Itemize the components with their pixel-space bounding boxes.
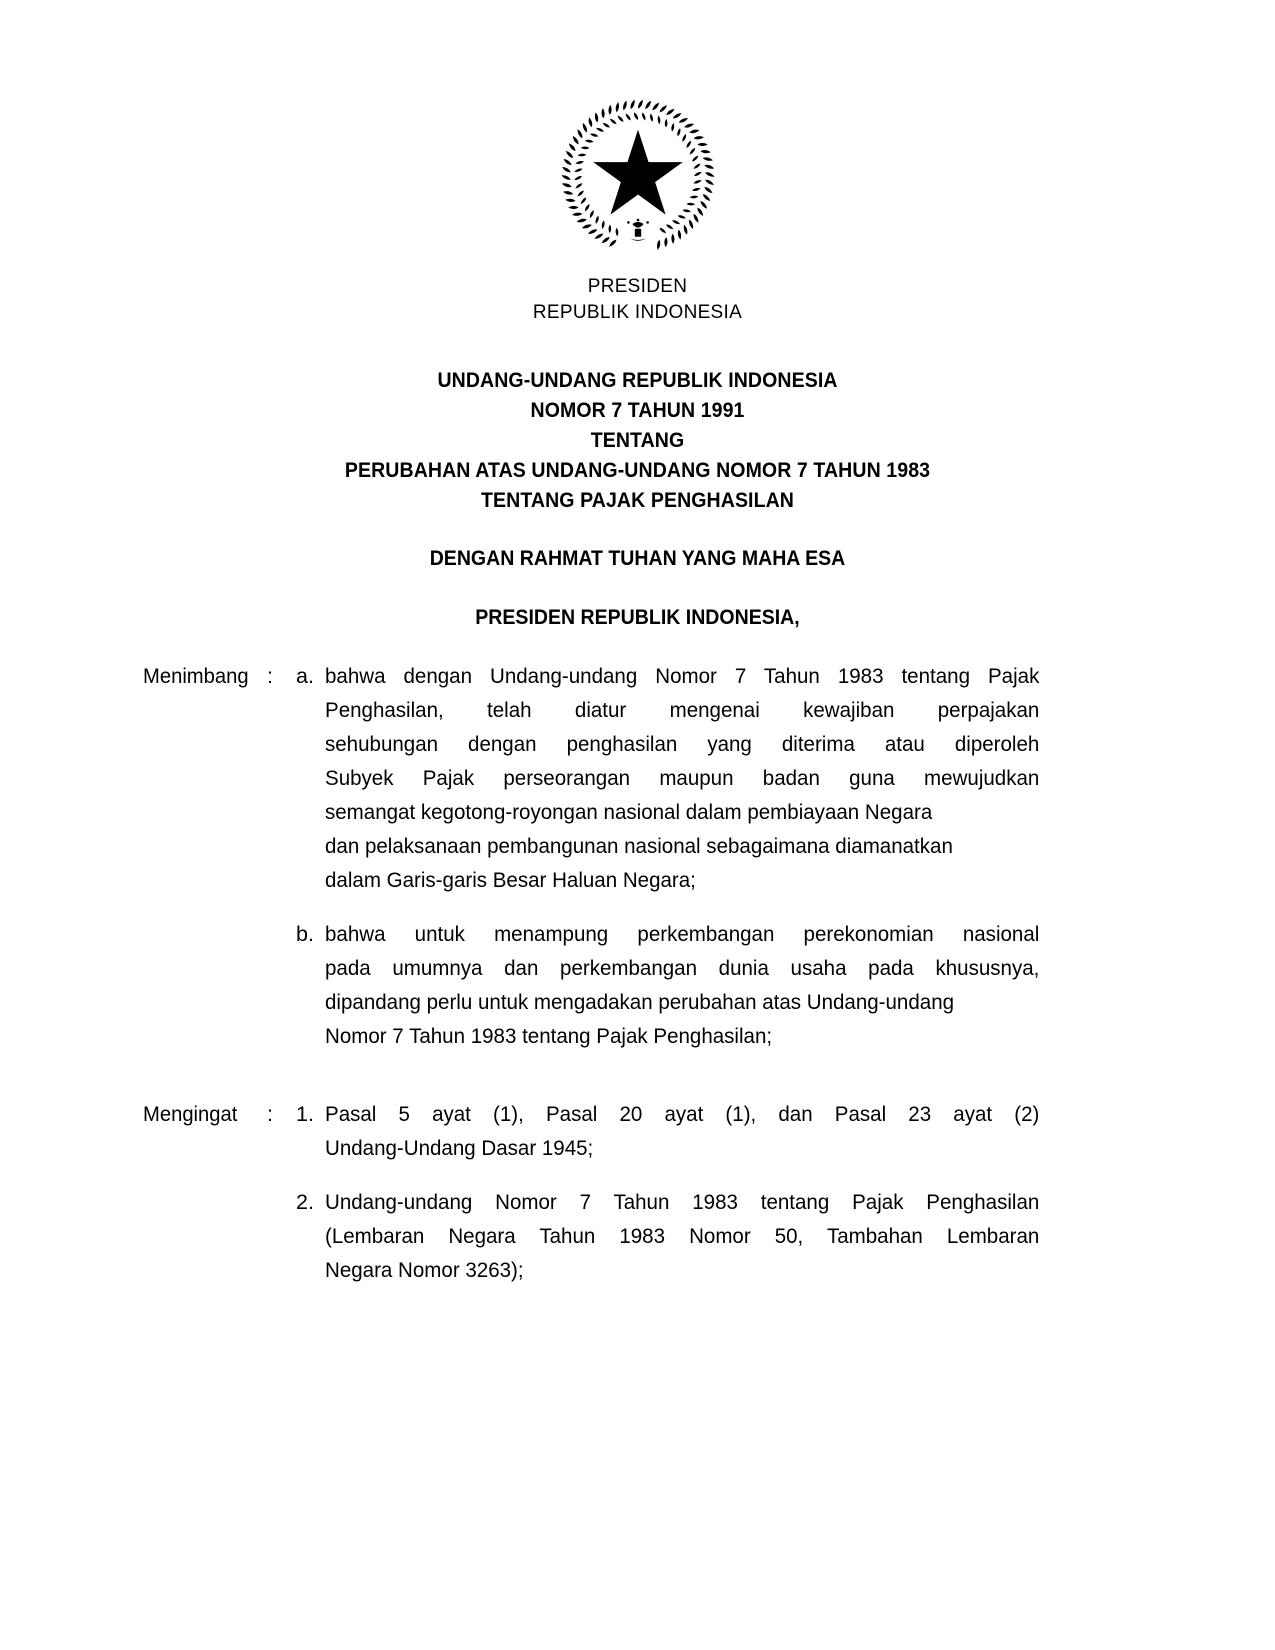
text-line: bahwa dengan Undang-undang Nomor 7 Tahun 1983 tentang Pajak xyxy=(325,664,1040,688)
text-line: Penghasilan, telah diatur mengenai kewajiban perpajakan xyxy=(325,698,1040,722)
presidential-emblem-icon xyxy=(558,96,718,256)
text-line: Subyek Pajak perseorangan maupun badan guna mewujudkan xyxy=(325,766,1040,790)
item-text xyxy=(325,917,1039,1053)
emblem-container xyxy=(0,96,1275,256)
title-line-5: TENTANG PAJAK PENGHASILAN xyxy=(480,489,795,512)
clause-label-mengingat: Mengingat xyxy=(143,1102,238,1126)
ribbon-knot xyxy=(627,219,649,241)
document-title xyxy=(45,366,1231,516)
text-line: Undang-Undang Dasar 1945; xyxy=(325,1136,594,1160)
blessing-line: DENGAN RAHMAT TUHAN YANG MAHA ESA xyxy=(429,547,846,570)
clause-label-menimbang: Menimbang xyxy=(143,664,249,688)
header-line-presiden: PRESIDEN xyxy=(587,276,688,297)
title-line-2: NOMOR 7 TAHUN 1991 xyxy=(530,399,745,422)
item-marker: 2. xyxy=(296,1190,314,1214)
text-line: pada umumnya dan perkembangan dunia usaha pada khususnya, xyxy=(325,956,1040,980)
text-line: (Lembaran Negara Tahun 1983 Nomor 50, Tambahan Lembaran xyxy=(325,1224,1040,1248)
title-line-1: UNDANG-UNDANG REPUBLIK INDONESIA xyxy=(437,369,838,392)
item-marker: b. xyxy=(296,922,314,946)
star-shape xyxy=(593,130,682,215)
title-line-4: PERUBAHAN ATAS UNDANG-UNDANG NOMOR 7 TAHUN 1983 xyxy=(344,459,931,482)
clause-colon-mengingat: : xyxy=(267,1102,273,1126)
text-line: Negara Nomor 3263); xyxy=(325,1258,524,1282)
item-text xyxy=(325,659,1039,897)
clause-colon-menimbang: : xyxy=(267,664,273,688)
text-line: Nomor 7 Tahun 1983 tentang Pajak Penghasilan; xyxy=(325,1024,773,1048)
header-line-republik: REPUBLIK INDONESIA xyxy=(532,302,743,323)
clause-menimbang xyxy=(143,659,1073,1053)
clause-items-mengingat xyxy=(296,1097,1073,1287)
item-gap xyxy=(296,897,1073,917)
list-item xyxy=(296,1097,1073,1165)
item-text xyxy=(325,1185,1039,1287)
authority-line: PRESIDEN REPUBLIK INDONESIA, xyxy=(475,606,800,629)
text-line: dan pelaksanaan pembangunan nasional sebagaimana diamanatkan xyxy=(325,834,953,858)
clause-items-menimbang xyxy=(296,659,1073,1053)
list-item xyxy=(296,659,1073,897)
institution-header xyxy=(0,274,1275,326)
text-line: sehubungan dengan penghasilan yang diterima atau diperoleh xyxy=(325,732,1040,756)
text-line: bahwa untuk menampung perkembangan perekonomian nasional xyxy=(325,922,1040,946)
item-marker: 1. xyxy=(296,1102,314,1126)
text-line: Undang-undang Nomor 7 Tahun 1983 tentang Pajak Penghasilan xyxy=(325,1190,1040,1214)
preamble-body xyxy=(143,659,1073,1287)
text-line: dipandang perlu untuk mengadakan perubahan atas Undang-undang xyxy=(325,990,955,1014)
list-item xyxy=(296,1185,1073,1287)
item-text xyxy=(325,1097,1039,1165)
item-marker: a. xyxy=(296,664,314,688)
clause-mengingat xyxy=(143,1097,1073,1287)
item-gap xyxy=(296,1165,1073,1185)
list-item xyxy=(296,917,1073,1053)
text-line: Pasal 5 ayat (1), Pasal 20 ayat (1), dan Pasal 23 ayat (2) xyxy=(325,1102,1040,1126)
text-line: semangat kegotong-royongan nasional dalam pembiayaan Negara xyxy=(325,800,933,824)
section-gap xyxy=(143,1053,1073,1097)
title-line-3: TENTANG xyxy=(590,429,685,452)
text-line: dalam Garis-garis Besar Haluan Negara; xyxy=(325,868,696,892)
